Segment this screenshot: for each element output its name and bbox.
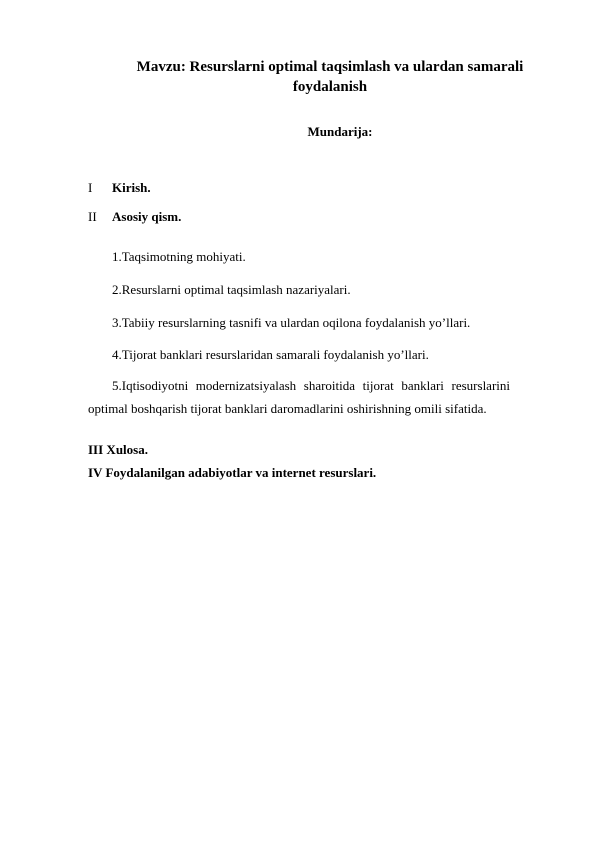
section-numeral-2: II bbox=[88, 209, 97, 224]
document-title: Mavzu: Resurslarni optimal taqsimlash va ulardan samarali foydalanish bbox=[136, 59, 524, 95]
conclusion-heading: III Xulosa. bbox=[88, 442, 148, 457]
subsection-item-4: 4.Tijorat banklari resurslaridan samarali foydalanish yo’llari. bbox=[112, 347, 429, 362]
subsection-item-3: 3.Tabiiy resurslarning tasnifi va ulardan oqilona foydalanish yo’llari. bbox=[112, 315, 471, 330]
subsection-item-5: 5.Iqtisodiyotni modernizatsiyalash sharoitida tijorat banklari resurslarini optimal boshqarish tijorat banklari daromadlarini oshirishning omili sifatida. bbox=[88, 378, 510, 416]
section-numeral-1: I bbox=[88, 180, 93, 195]
section-label-asosiy: Asosiy qism. bbox=[112, 209, 182, 224]
section-label-kirish: Kirish. bbox=[112, 180, 151, 195]
subsection-item-1: 1.Taqsimotning mohiyati. bbox=[112, 249, 246, 264]
contents-heading: Mundarija: bbox=[307, 124, 373, 139]
subsection-item-2: 2.Resurslarni optimal taqsimlash nazariyalari. bbox=[112, 282, 351, 297]
references-heading: IV Foydalanilgan adabiyotlar va internet resurslari. bbox=[88, 465, 377, 480]
